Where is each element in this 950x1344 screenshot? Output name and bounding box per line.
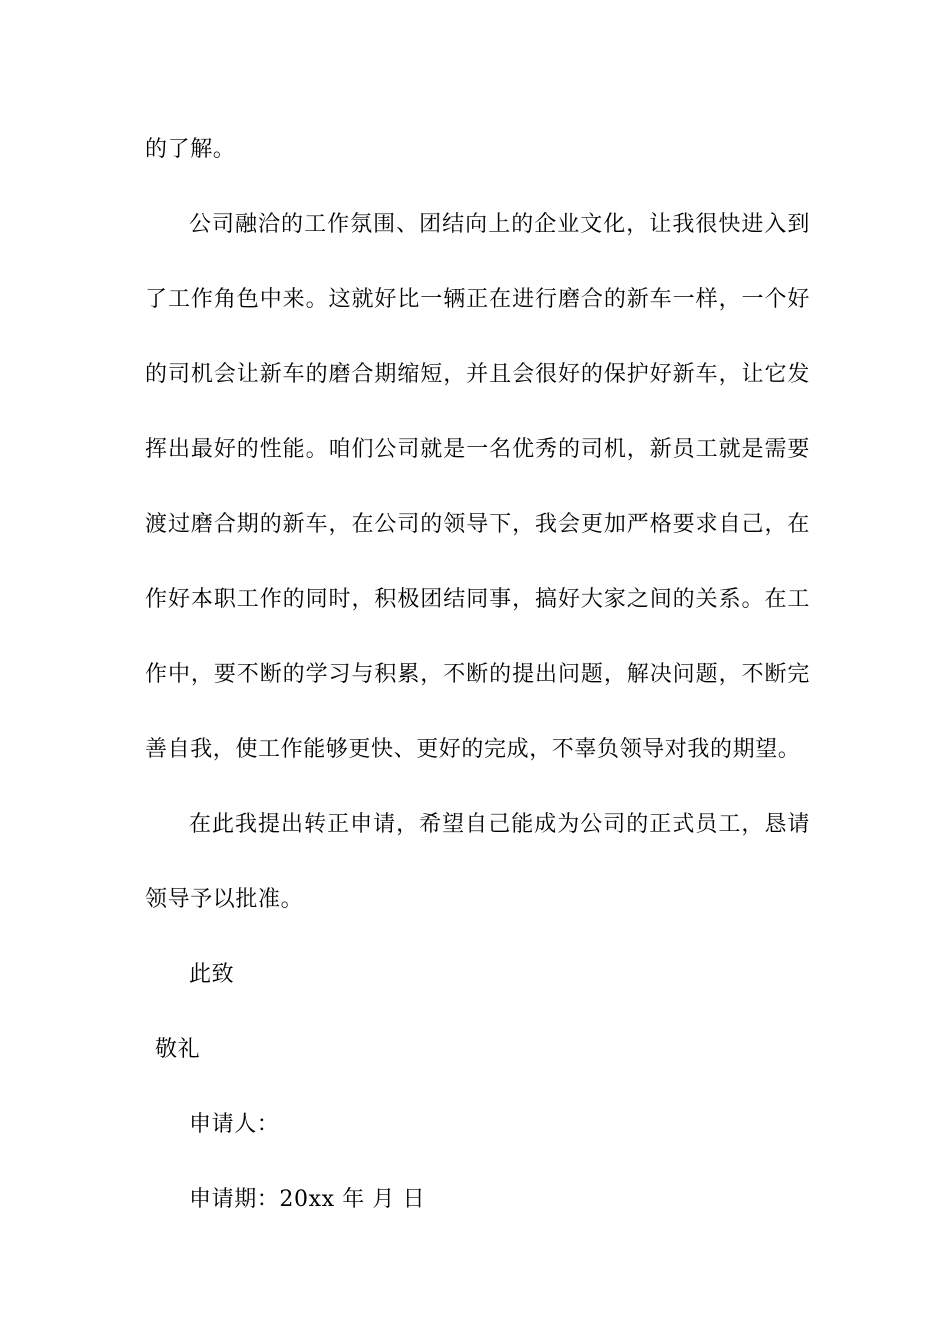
paragraph-line: 的了解。 xyxy=(145,137,236,162)
paragraph-line: 善自我，使工作能够更快、更好的完成，不辜负领导对我的期望。 xyxy=(145,737,801,762)
paragraph-line: 在此我提出转正申请，希望自己能成为公司的正式员工，恳请 xyxy=(189,812,810,837)
paragraph-line: 的司机会让新车的磨合期缩短，并且会很好的保护好新车，让它发 xyxy=(145,362,810,387)
salutation-line: 此致 xyxy=(189,962,235,987)
paragraph-line: 作中，要不断的学习与积累，不断的提出问题，解决问题，不断完 xyxy=(145,662,810,687)
paragraph-line: 渡过磨合期的新车，在公司的领导下，我会更加严格要求自己，在 xyxy=(145,512,810,537)
paragraph-line: 了工作角色中来。这就好比一辆正在进行磨合的新车一样，一个好 xyxy=(145,287,810,312)
paragraph-line: 挥出最好的性能。咱们公司就是一名优秀的司机，新员工就是需要 xyxy=(145,437,810,462)
paragraph-line: 作好本职工作的同时，积极团结同事，搞好大家之间的关系。在工 xyxy=(145,587,810,612)
applicant-line: 申请人： xyxy=(189,1112,280,1137)
closing-line: 敬礼 xyxy=(155,1037,201,1062)
date-line: 申请期：20xx 年 月 日 xyxy=(189,1187,426,1212)
paragraph-line: 公司融洽的工作氛围、团结向上的企业文化，让我很快进入到 xyxy=(189,212,810,237)
paragraph-line: 领导予以批准。 xyxy=(145,887,304,912)
